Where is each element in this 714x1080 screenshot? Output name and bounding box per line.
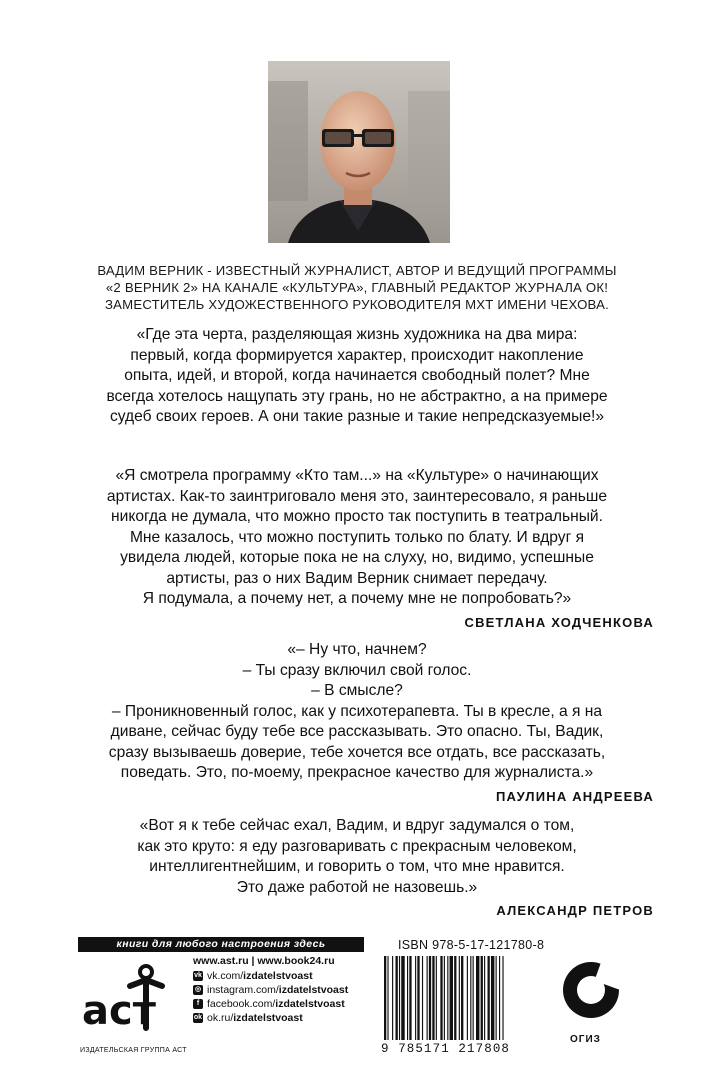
quote-line: «Где эта черта, разделяющая жизнь художника на два мира:	[136, 326, 578, 343]
testimonial-khodchenkova	[60, 466, 654, 633]
publisher-footer	[0, 930, 714, 1080]
social-link-instagram[interactable]	[193, 983, 373, 997]
quote-line: сразу вызываешь доверие, тебе хочется все отдать, все рассказать,	[108, 743, 606, 761]
barcode-bar	[432, 956, 434, 1040]
ogiz-label: ОГИЗ	[570, 1034, 601, 1045]
barcode-bar	[422, 956, 423, 1040]
barcode-bar	[447, 956, 448, 1040]
bio-line: «2 ВЕРНИК 2» НА КАНАЛЕ «КУЛЬТУРА», ГЛАВНЫЙ РЕДАКТОР ЖУРНАЛА ОК!	[105, 280, 609, 295]
quote-line: артистах. Как-то заинтриговало меня это, заинтересовало, я раньше	[106, 487, 608, 505]
social-prefix: ok.ru/	[207, 1012, 234, 1024]
quote-line: увидела людей, которые пока не на слуху, но, видимо, успешные	[120, 549, 594, 566]
barcode-bar	[396, 956, 398, 1040]
barcode-bar	[399, 956, 400, 1040]
author-bio	[60, 262, 654, 313]
barcode-bar	[429, 956, 431, 1040]
barcode-bar	[454, 956, 456, 1040]
barcode-bar	[440, 956, 442, 1040]
barcode-bar	[417, 956, 419, 1040]
quote-line: «Я смотрела программу «Кто там...» на «Культуре» о начинающих	[115, 467, 599, 484]
barcode-bar	[409, 956, 411, 1040]
barcode-bar	[481, 956, 483, 1040]
barcode-bar	[384, 956, 386, 1040]
social-handle: izdatelstvoast	[233, 1012, 303, 1024]
barcode-bar	[488, 956, 490, 1040]
quote-line: всегда хотелось нащупать эту грань, но не абстрактно, а на примере	[106, 387, 608, 405]
barcode-bar	[467, 956, 468, 1040]
barcode-bar	[491, 956, 494, 1040]
quote-line: диване, сейчас буду тебе все рассказывать. Это опасно. Ты, Вадик,	[110, 723, 604, 740]
barcode-bar	[444, 956, 445, 1040]
barcode-bar	[401, 956, 404, 1040]
social-link-ok[interactable]	[193, 1011, 373, 1025]
quote-line: – Ты сразу включил свой голос.	[242, 661, 472, 679]
quote-line: интеллигентнейшим, и говорить о том, что мне нравится.	[149, 858, 565, 875]
barcode-bar	[427, 956, 428, 1040]
barcode-bar	[407, 956, 408, 1040]
author-quote	[60, 325, 654, 428]
quote-line: Это даже работой не назовешь.»	[236, 878, 478, 896]
social-handle: izdatelstvoast	[278, 984, 349, 996]
quote-line: первый, когда формируется характер, происходит накопление	[130, 346, 584, 364]
social-handle: izdatelstvoast	[275, 998, 345, 1010]
testimonial-andreeva	[60, 640, 654, 807]
publisher-links	[193, 953, 373, 1025]
social-handle: izdatelstvoast	[243, 970, 313, 982]
quote-line: – В смысле?	[311, 682, 403, 699]
social-link-facebook[interactable]	[193, 997, 373, 1011]
quote-line: как это круто: я еду разговаривать с прекрасным человеком,	[137, 837, 577, 855]
barcode-bar	[470, 956, 471, 1040]
quote-line: никогда не думала, что можно просто так поступить в театральный.	[111, 508, 603, 525]
bio-line: ЗАМЕСТИТЕЛЬ ХУДОЖЕСТВЕННОГО РУКОВОДИТЕЛЯ МХТ ИМЕНИ ЧЕХОВА.	[105, 297, 609, 312]
barcode-bar	[484, 956, 485, 1040]
quote-line: Мне казалось, что можно поступить только по блату. И вдруг я	[129, 528, 585, 546]
barcode-bar	[476, 956, 479, 1040]
quote-line: опыта, идей, и второй, когда начинается свободный полет? Мне	[124, 367, 590, 384]
vk-icon: vk	[194, 972, 202, 979]
quote-author: АЛЕКСАНДР ПЕТРОВ	[496, 903, 654, 918]
quote-line: судеб своих героев. А они такие разные и такие непредсказуемые!»	[109, 408, 605, 425]
social-prefix: vk.com/	[207, 970, 244, 982]
barcode-bar	[387, 956, 388, 1040]
barcode-bar	[450, 956, 453, 1040]
barcode-bar	[436, 956, 437, 1040]
quote-line: артисты, раз о них Вадим Верник снимает передачу.	[166, 569, 548, 587]
quote-line: – Проникновенный голос, как у психотерапевта. Ты в кресле, а я на	[111, 702, 603, 720]
testimonial-petrov	[60, 816, 654, 922]
social-prefix: instagram.com/	[207, 984, 279, 996]
barcode-icon	[382, 956, 542, 1048]
quote-author: ПАУЛИНА АНДРЕЕВА	[495, 788, 654, 804]
barcode-bar	[499, 956, 500, 1040]
barcode-number: 9 785171 217808	[381, 1042, 511, 1056]
social-prefix: facebook.com/	[207, 998, 276, 1010]
ok-icon: ok	[193, 1014, 203, 1021]
instagram-icon: ◎	[194, 986, 202, 993]
barcode-bar	[461, 956, 463, 1040]
quote-line: Я подумала, а почему нет, а почему мне не попробовать?»	[142, 590, 572, 607]
logo-text: аст	[82, 988, 156, 1034]
barcode-bar	[496, 956, 497, 1040]
barcode-bar	[473, 956, 474, 1040]
barcode-bar	[392, 956, 393, 1040]
social-link-vk[interactable]	[193, 969, 373, 983]
logo-caption: ИЗДАТЕЛЬСКАЯ ГРУППА АСТ	[80, 1047, 187, 1054]
bio-line: ВАДИМ ВЕРНИК - ИЗВЕСТНЫЙ ЖУРНАЛИСТ, АВТОР И ВЕДУЩИЙ ПРОГРАММЫ	[97, 263, 617, 278]
barcode-bar	[459, 956, 460, 1040]
website-links[interactable]: www.ast.ru | www.book24.ru	[193, 955, 335, 967]
tagline-banner: книги для любого настроения здесь	[78, 937, 364, 952]
barcode-bar	[502, 956, 503, 1040]
quote-author: СВЕТЛАНА ХОДЧЕНКОВА	[464, 614, 654, 630]
barcode-bar	[415, 956, 416, 1040]
isbn-text: ISBN 978-5-17-121780-8	[398, 938, 545, 952]
quote-line: «Вот я к тебе сейчас ехал, Вадим, и вдруг задумался о том,	[139, 817, 575, 834]
ast-logo-icon	[80, 958, 170, 1038]
ogiz-logo-icon	[555, 952, 627, 1044]
quote-line: «– Ну что, начнем?	[287, 641, 427, 658]
author-photo	[268, 61, 450, 243]
facebook-icon: f	[193, 999, 203, 1009]
quote-line: поведать. Это, по-моему, прекрасное качество для журналиста.»	[120, 764, 594, 781]
